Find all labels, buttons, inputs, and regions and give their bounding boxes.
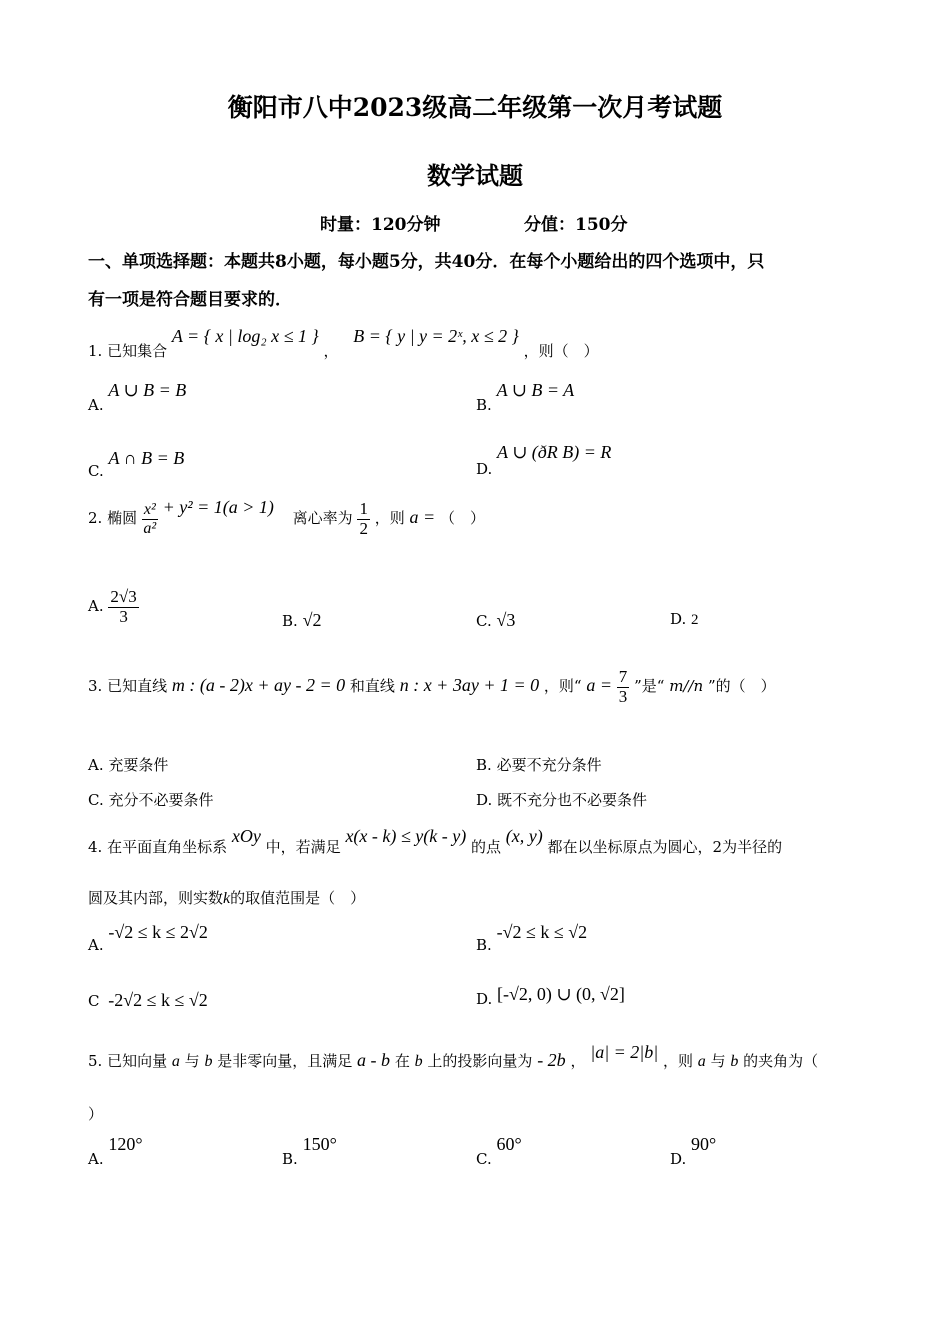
q1-set-b: B = { y | y = 2ˣ, x ≤ 2 } <box>353 326 519 346</box>
question-5-line2: ） <box>88 1105 104 1123</box>
q3-option-c[interactable]: C. 充分不必要条件 <box>88 791 214 809</box>
question-2-stem: 2. 椭圆 $\frac{\text{x²}}{\text{a²}}$ + y² = 1(a > 1) 离心率为 $\frac{1}{2}$ ，则 a = （ ） <box>88 497 485 538</box>
q5-option-c[interactable]: C. 60° <box>476 1134 522 1168</box>
question-3-stem: 3. 已知直线 m : (a - 2)x + ay - 2 = 0 和直线 n : x + 3ay + 1 = 0 ，则“ a = $\frac{7}{3}$ ”是“ m//n ”的（ ） <box>88 667 776 706</box>
section-heading-line2: 有一项是符合题目要求的． <box>88 290 292 310</box>
q5-option-b[interactable]: B. 150° <box>282 1134 337 1168</box>
q1-option-d[interactable]: D. A ∪ (ðR B) = R <box>476 442 612 478</box>
q2-option-a[interactable]: A. $\frac{2√3}{3}$ <box>88 587 137 626</box>
q4-option-d[interactable]: D. [-√2, 0) ∪ (0, √2] <box>476 984 625 1008</box>
q2-option-c[interactable]: C. √3 <box>476 610 516 630</box>
question-4-line2: 圆及其内部，则实数k的取值范围是（ ） <box>88 889 366 907</box>
section-heading-line1: 一、单项选择题：本题共8小题，每小题5分，共40分．在每个小题给出的四个选项中，只 <box>88 252 765 272</box>
question-4-stem: 4. 在平面直角坐标系 xOy 中，若满足 x(x - k) ≤ y(k - y) 的点 (x, y) 都在以坐标原点为圆心，2为半径的 <box>88 826 783 856</box>
q3-line-m: m : (a - 2)x + ay - 2 = 0 <box>171 675 346 696</box>
q1-option-c[interactable]: C. A ∩ B = B <box>88 448 185 480</box>
q3-option-a[interactable]: A. 充要条件 <box>88 756 169 774</box>
q2-option-b[interactable]: B. √2 <box>282 610 322 630</box>
q2-option-d[interactable]: D. 2 <box>670 610 699 628</box>
q4-option-b[interactable]: B. -√2 ≤ k ≤ √2 <box>476 922 588 954</box>
q2-eccentricity: $\frac{1}{2}$ <box>359 499 368 538</box>
q2-ellipse-rest: + y² = 1(a > 1) <box>162 497 274 518</box>
q1-option-a[interactable]: A. A ∪ B = B <box>88 380 187 414</box>
exam-time: 时量：120分钟 <box>320 215 441 235</box>
q3-option-b[interactable]: B. 必要不充分条件 <box>476 756 602 774</box>
q2-fraction: $\frac{\text{x²}}{\text{a²}}$ <box>143 501 157 537</box>
q3-line-n: n : x + 3ay + 1 = 0 <box>399 675 540 696</box>
exam-score: 分值：150分 <box>524 215 628 235</box>
q4-option-c[interactable]: C -2√2 ≤ k ≤ √2 <box>88 990 208 1010</box>
q1-set-a: A = { x | log₂ x ≤ 1 } <box>171 326 319 346</box>
q1-option-b[interactable]: B. A ∪ B = A <box>476 380 575 414</box>
q4-option-a[interactable]: A. -√2 ≤ k ≤ 2√2 <box>88 922 208 954</box>
page-subtitle: 数学试题 <box>427 161 523 190</box>
q3-option-d[interactable]: D. 既不充分也不必要条件 <box>476 791 648 809</box>
q5-option-a[interactable]: A. 120° <box>88 1134 143 1168</box>
question-1-stem: 1. 已知集合 A = { x | log₂ x ≤ 1 } ， B = { y | y = 2ˣ, x ≤ 2 } ，则（ ） <box>88 326 599 360</box>
q5-option-d[interactable]: D. 90° <box>670 1134 717 1168</box>
question-5-stem: 5. 已知向量 a 与 b 是非零向量，且满足 a - b 在 b 上的投影向量为 - 2b ， |a| = 2|b| ，则 a 与 b 的夹角为（ <box>88 1042 819 1070</box>
page-title: 衡阳市八中2023级高二年级第一次月考试题 <box>227 93 723 122</box>
